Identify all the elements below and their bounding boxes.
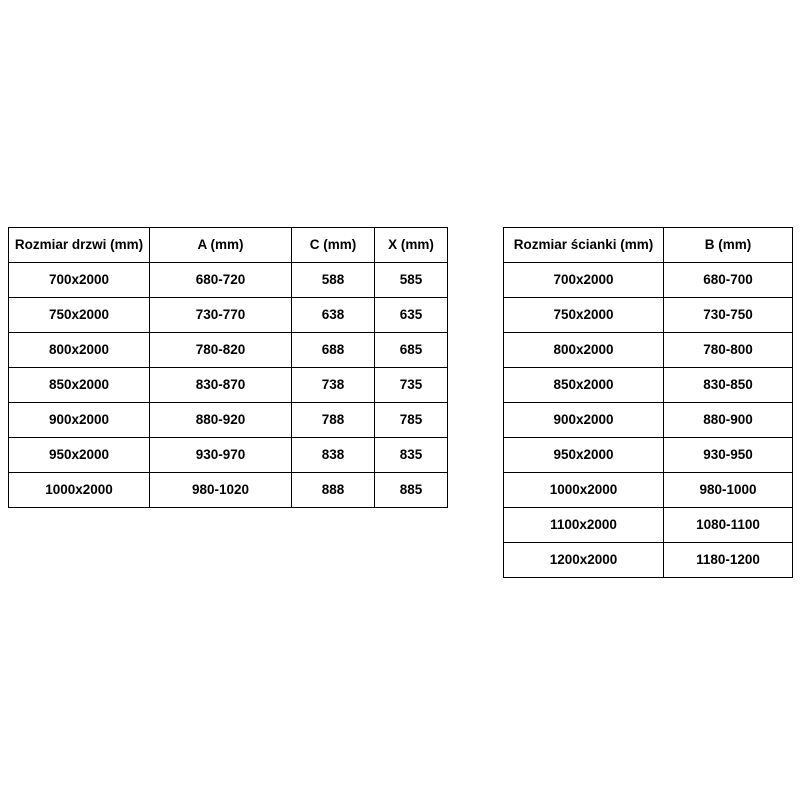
- table-row: [504, 333, 793, 368]
- cell-b: 780-800: [664, 333, 793, 368]
- cell-door-size: 900x2000: [9, 403, 150, 438]
- cell-x: 735: [375, 368, 448, 403]
- column-header-door-size: Rozmiar drzwi (mm): [9, 228, 150, 263]
- cell-wall-size: 800x2000: [504, 333, 664, 368]
- cell-c: 838: [292, 438, 375, 473]
- cell-wall-size: 1100x2000: [504, 508, 664, 543]
- cell-b: 730-750: [664, 298, 793, 333]
- table-row: [504, 298, 793, 333]
- cell-door-size: 1000x2000: [9, 473, 150, 508]
- cell-c: 638: [292, 298, 375, 333]
- walls-table-container: [503, 227, 793, 578]
- cell-a: 780-820: [150, 333, 292, 368]
- cell-x: 635: [375, 298, 448, 333]
- table-row: [9, 333, 448, 368]
- cell-a: 680-720: [150, 263, 292, 298]
- table-row: [504, 403, 793, 438]
- table-row: [9, 263, 448, 298]
- table-header-row: [9, 228, 448, 263]
- cell-x: 685: [375, 333, 448, 368]
- column-header-wall-size: Rozmiar ścianki (mm): [504, 228, 664, 263]
- cell-door-size: 700x2000: [9, 263, 150, 298]
- cell-door-size: 750x2000: [9, 298, 150, 333]
- table-row: [504, 508, 793, 543]
- cell-wall-size: 1200x2000: [504, 543, 664, 578]
- cell-a: 930-970: [150, 438, 292, 473]
- cell-b: 980-1000: [664, 473, 793, 508]
- cell-wall-size: 700x2000: [504, 263, 664, 298]
- cell-b: 1080-1100: [664, 508, 793, 543]
- table-row: [9, 403, 448, 438]
- column-header-c: C (mm): [292, 228, 375, 263]
- table-row: [504, 263, 793, 298]
- cell-b: 930-950: [664, 438, 793, 473]
- cell-c: 888: [292, 473, 375, 508]
- cell-b: 830-850: [664, 368, 793, 403]
- table-row: [504, 543, 793, 578]
- cell-c: 788: [292, 403, 375, 438]
- cell-x: 835: [375, 438, 448, 473]
- cell-wall-size: 1000x2000: [504, 473, 664, 508]
- cell-a: 830-870: [150, 368, 292, 403]
- table-row: [9, 368, 448, 403]
- table-row: [9, 473, 448, 508]
- cell-x: 785: [375, 403, 448, 438]
- cell-wall-size: 900x2000: [504, 403, 664, 438]
- cell-x: 885: [375, 473, 448, 508]
- doors-size-table: [8, 227, 448, 508]
- cell-b: 880-900: [664, 403, 793, 438]
- cell-door-size: 950x2000: [9, 438, 150, 473]
- table-row: [9, 438, 448, 473]
- cell-a: 880-920: [150, 403, 292, 438]
- cell-a: 980-1020: [150, 473, 292, 508]
- cell-c: 688: [292, 333, 375, 368]
- cell-door-size: 800x2000: [9, 333, 150, 368]
- table-row: [504, 473, 793, 508]
- table-row: [504, 368, 793, 403]
- cell-c: 588: [292, 263, 375, 298]
- cell-wall-size: 950x2000: [504, 438, 664, 473]
- cell-b: 1180-1200: [664, 543, 793, 578]
- table-row: [9, 298, 448, 333]
- doors-table-container: [8, 227, 448, 508]
- cell-c: 738: [292, 368, 375, 403]
- cell-a: 730-770: [150, 298, 292, 333]
- column-header-a: A (mm): [150, 228, 292, 263]
- cell-door-size: 850x2000: [9, 368, 150, 403]
- cell-wall-size: 750x2000: [504, 298, 664, 333]
- column-header-x: X (mm): [375, 228, 448, 263]
- cell-b: 680-700: [664, 263, 793, 298]
- cell-x: 585: [375, 263, 448, 298]
- table-row: [504, 438, 793, 473]
- table-header-row: [504, 228, 793, 263]
- walls-size-table: [503, 227, 793, 578]
- cell-wall-size: 850x2000: [504, 368, 664, 403]
- column-header-b: B (mm): [664, 228, 793, 263]
